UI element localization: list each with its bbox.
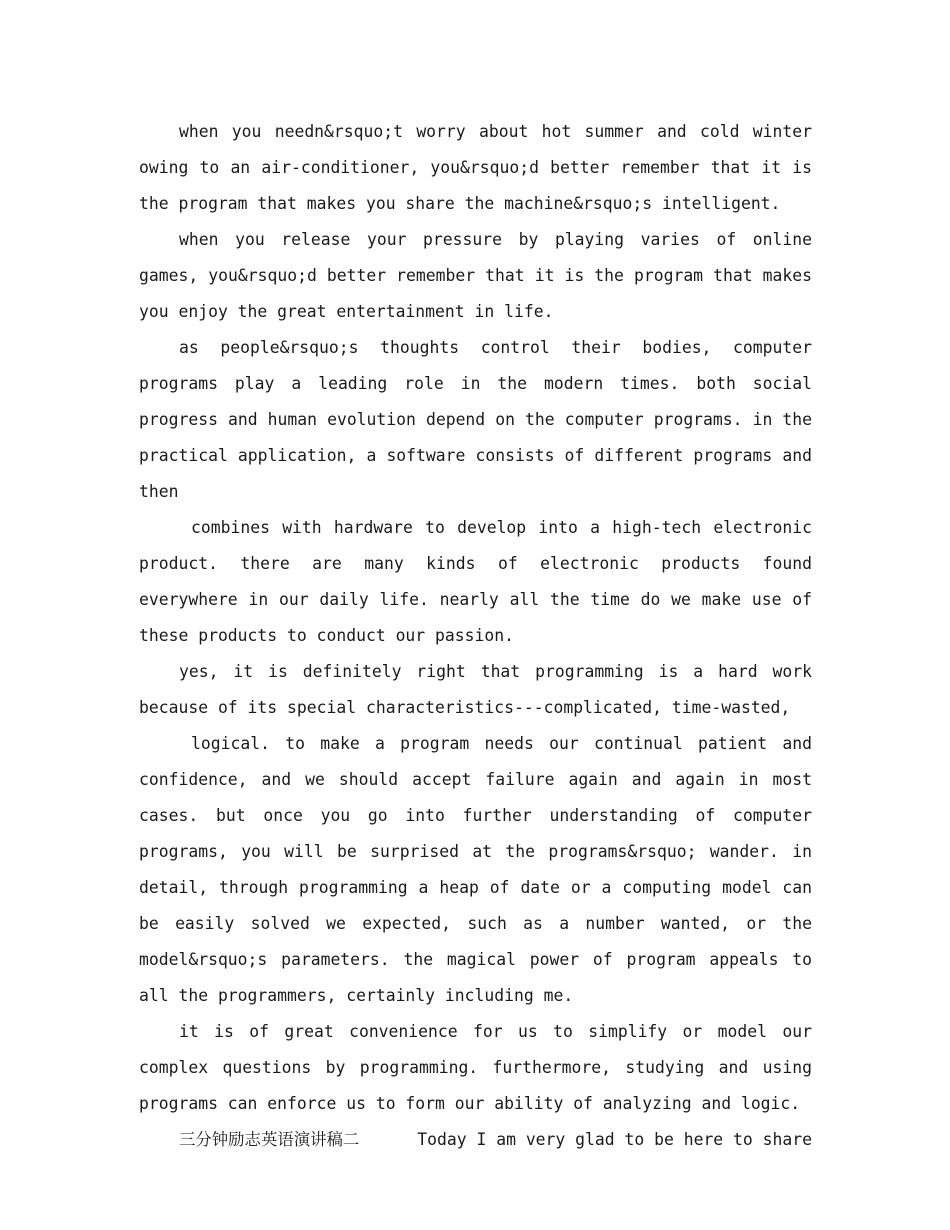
paragraph-4: combines with hardware to develop into a high-tech electronic product. there are many kinds of electronic products found everywhere in our daily life. nearly all the time do we make use of these products to conduct our passion. xyxy=(139,518,812,645)
speech-heading: 三分钟励志英语演讲稿二 xyxy=(179,1130,360,1149)
paragraph-1: when you needn&rsquo;t worry about hot summer and cold winter owing to an air-conditioner, you&rsquo;d better remember that it is the program that makes you share the machine&rsquo;s intelligent. xyxy=(139,122,812,213)
paragraph-5: yes, it is definitely right that programming is a hard work because of its special characteristics---complicated, time-wasted, xyxy=(139,662,812,717)
document-body xyxy=(139,114,812,1158)
closing-line xyxy=(139,1122,812,1158)
paragraph-3: as people&rsquo;s thoughts control their bodies, computer programs play a leading role in the modern times. both social progress and human evolution depend on the computer programs. in the practical application, a software consists of different programs and then xyxy=(139,338,812,501)
speech-opening-text: Today I am very glad to be here to share xyxy=(417,1130,812,1149)
paragraph-7: it is of great convenience for us to simplify or model our complex questions by programming. furthermore, studying and using programs can enforce us to form our ability of analyzing and logic. xyxy=(139,1022,812,1113)
paragraph-2: when you release your pressure by playing varies of online games, you&rsquo;d better remember that it is the program that makes you enjoy the great entertainment in life. xyxy=(139,230,812,321)
paragraph-6: logical. to make a program needs our continual patient and confidence, and we should accept failure again and again in most cases. but once you go into further understanding of computer programs, you will be surprised at the programs&rsquo; wander. in detail, through programming a heap of date or a computing model can be easily solved we expected, such as a number wanted, or the model&rsquo;s parameters. the magical power of program appeals to all the programmers, certainly including me. xyxy=(139,734,812,1005)
